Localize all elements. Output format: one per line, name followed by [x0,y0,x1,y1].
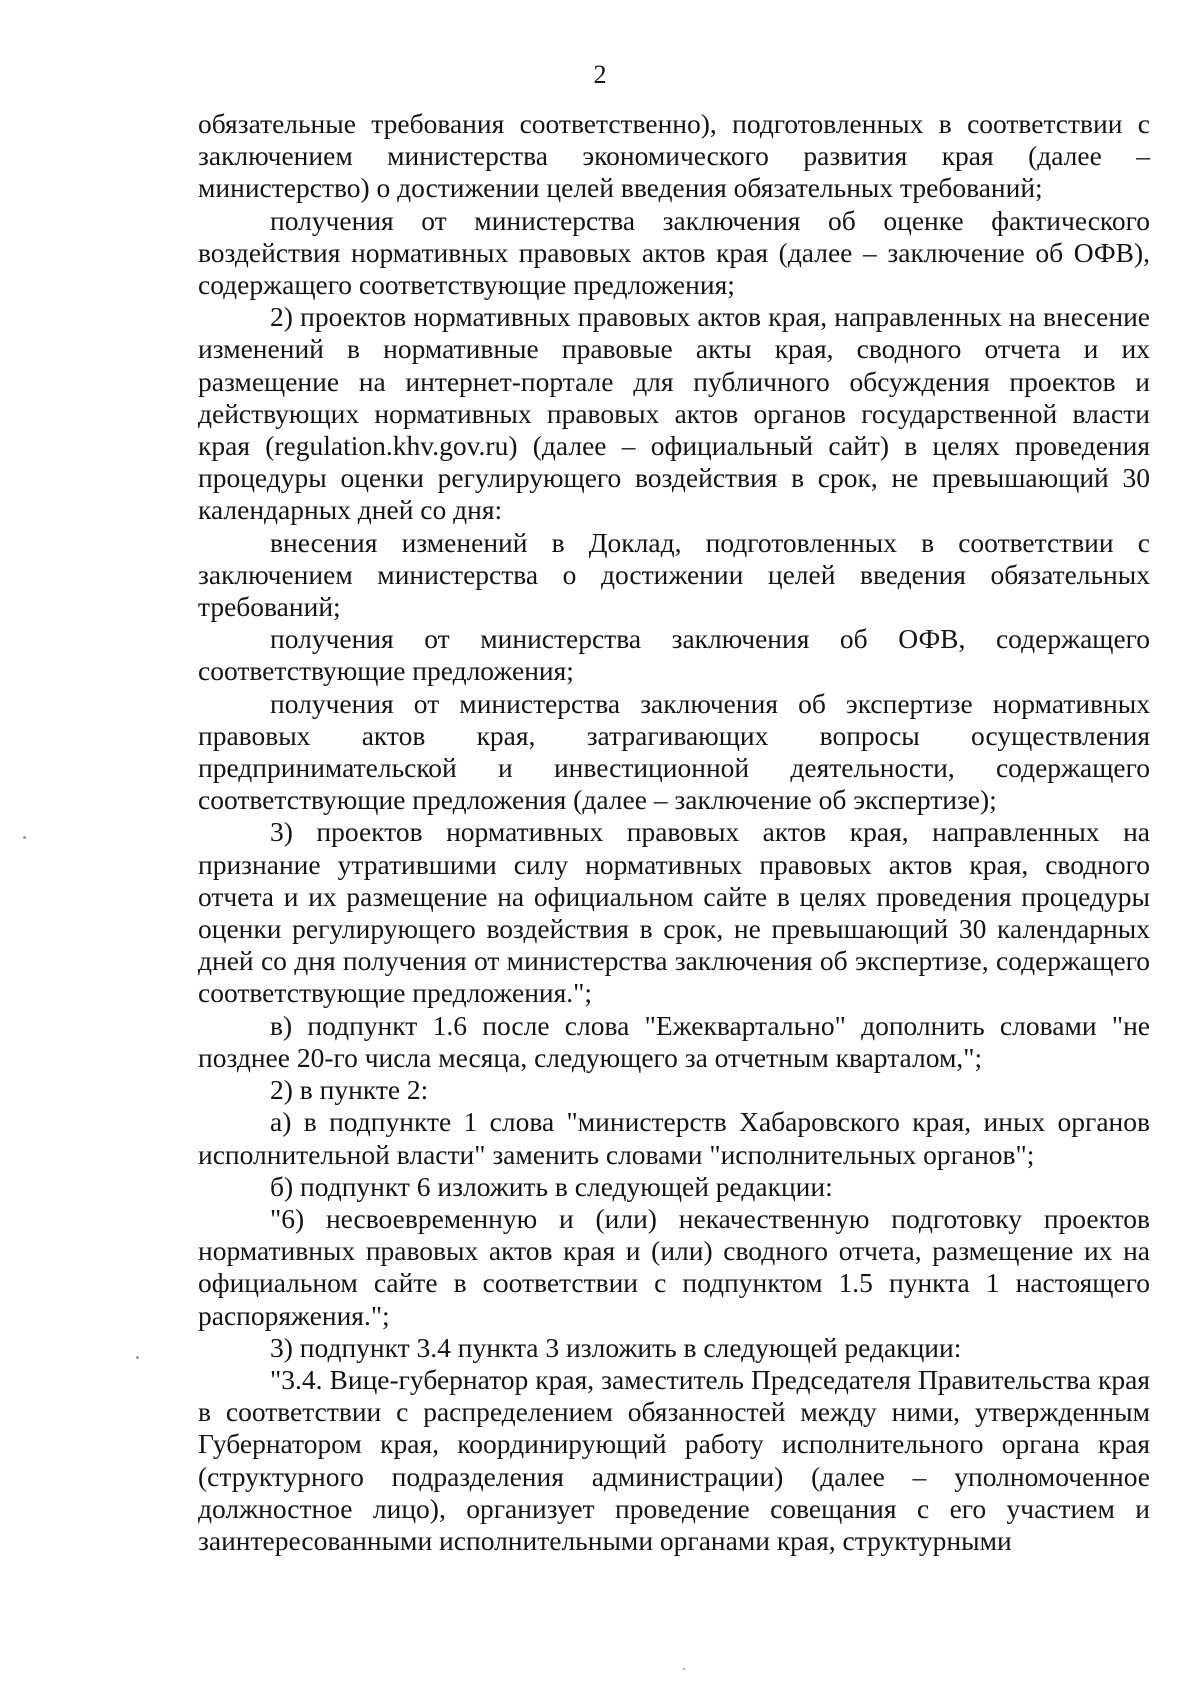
paragraph: получения от министерства заключения об оценке фактического воздействия нормативных правовых актов края (далее – заключение об ОФВ), содержащего соответствующие предложения; [198,204,1150,301]
scan-speck [23,836,26,839]
paragraph: "3.4. Вице-губернатор края, заместитель Председателя Правительства края в соответствии с распределением обязанностей между ними, утвержденным Губернатором края, координирующий работу исполнительного органа края (структурного подразделения администрации) (далее – уполномоченное должностное лицо), организует проведение совещания с его участием и заинтересованными исполнительными органами края, структурными [198,1363,1150,1556]
document-body [198,108,1150,1557]
paragraph: "6) несвоевременную и (или) некачественную подготовку проектов нормативных правовых актов края и (или) сводного отчета, размещение их на официальном сайте в соответствии с подпунктом 1.5 пункта 1 настоящего распоряжения."; [198,1202,1150,1331]
paragraph: 2) проектов нормативных правовых актов края, направленных на внесение изменений в нормативные правовые акты края, сводного отчета и их размещение на интернет-портале для публичного обсуждения проектов и действующих нормативных правовых актов органов государственной власти края (regulation.khv.gov.ru) (далее – официальный сайт) в целях проведения процедуры оценки регулирующего воздействия в срок, не превышающий 30 календарных дней со дня: [198,301,1150,526]
paragraph: б) подпункт 6 изложить в следующей редакции: [270,1170,833,1202]
scan-speck [136,1356,139,1359]
paragraph: получения от министерства заключения об ОФВ, содержащего соответствующие предложения; [198,623,1150,687]
paragraph: 3) подпункт 3.4 пункта 3 изложить в следующей редакции: [270,1331,962,1363]
scan-speck [683,1668,685,1670]
paragraph: в) подпункт 1.6 после слова "Ежеквартально" дополнить словами "не позднее 20-го числа месяца, следующего за отчетным кварталом,"; [198,1009,1150,1073]
paragraph-continuation: обязательные требования соответственно), подготовленных в соответствии с заключением министерства экономического развития края (далее – министерство) о достижении целей введения обязательных требований; [198,108,1150,204]
paragraph: а) в подпункте 1 слова "министерств Хабаровского края, иных органов исполнительной власти" заменить словами "исполнительных органов"; [198,1106,1150,1170]
page-number: 2 [593,60,607,89]
paragraph: получения от министерства заключения об экспертизе нормативных правовых актов края, затрагивающих вопросы осуществления предпринимательской и инвестиционной деятельности, содержащего соответствующие предложения (далее – заключение об экспертизе); [198,687,1150,816]
paragraph: 2) в пункте 2: [270,1074,429,1106]
paragraph: внесения изменений в Доклад, подготовленных в соответствии с заключением министерства о достижении целей введения обязательных требований; [198,526,1150,623]
paragraph: 3) проектов нормативных правовых актов края, направленных на признание утратившими силу нормативных правовых актов края, сводного отчета и их размещение на официальном сайте в целях проведения процедуры оценки регулирующего воздействия в срок, не превышающий 30 календарных дней со дня получения от министерства заключения об экспертизе, содержащего соответствующие предложения."; [198,816,1150,1009]
